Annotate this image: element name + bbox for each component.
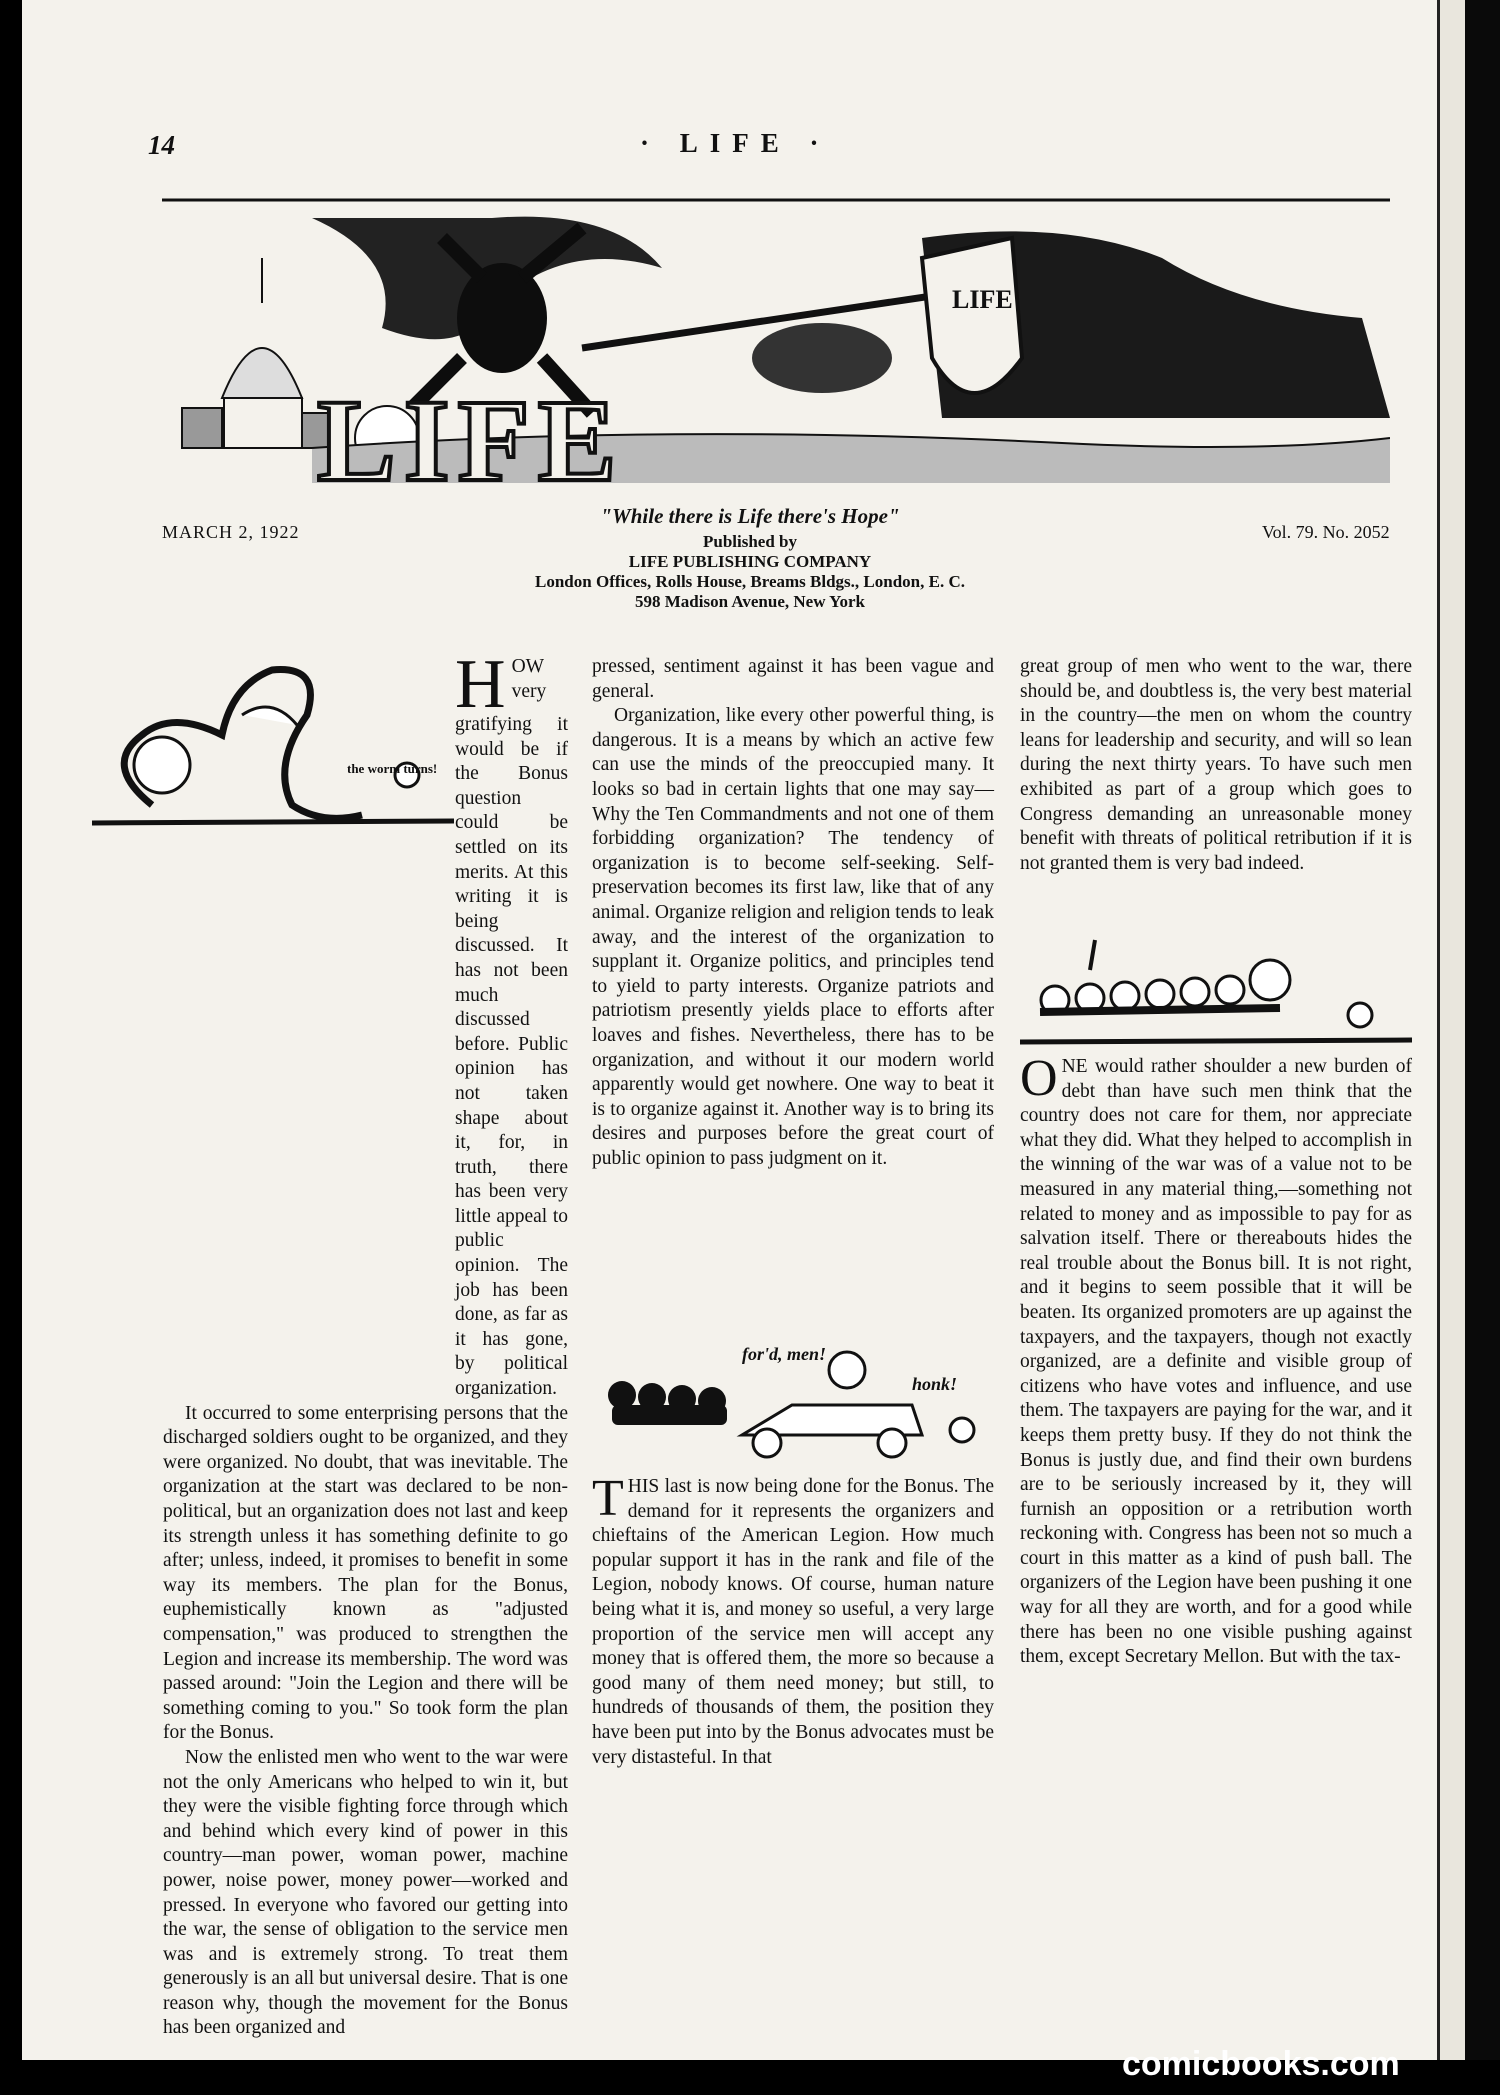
masthead (440, 506, 1060, 612)
forward-caption: for'd, men! (742, 1344, 827, 1364)
life-logo: LIFE (317, 375, 625, 483)
dropcap-t: T (592, 1470, 624, 1527)
column-2-lower (592, 1470, 994, 1770)
banner-illustration (162, 198, 1390, 483)
dropcap-o: O (1020, 1050, 1058, 1107)
running-head: · LIFE · (640, 128, 831, 158)
site-watermark: comicbooks.com (1122, 2045, 1400, 2083)
dropcap-h: H (455, 646, 506, 723)
page-number: 14 (148, 130, 175, 160)
column-2-paragraph-2: Organization, like every other powerful thing, is dangerous. It is a means by which an active few can use the minds of the preoccupied many. It looks so bad in certain lights that one may say—Why the Ten Commandments and not one of them forbidding organization? The tendency of organization is to become self-seeking. Self-preservation becomes its first law, like that of any animal. Organize religion and religion tends to leak away, and the interest of the organization to supplant it. Organize politics, and principles tend to yield to party interests. Organize patriots and patriotism presently yields place to efforts after loaves and fishes. Nevertheless, there has to be organization, and without it our modern world apparently would get nowhere. One way to beat it is to organize against it. Another way is to bring its desires and purposes before the great court of public opinion to pass judgment on it. (592, 705, 994, 1169)
worm-caption: the worm turns! (347, 761, 438, 776)
column-3 (1020, 655, 1412, 876)
column-1-paragraph-3: Now the enlisted men who went to the war were not the only Americans who helped to win it, but they were the visible fighting force through which and behind which every kind of power in this country—man power, woman power, machine power, noise power, money power—worked and pressed. In everyone who favored our getting into the war, the sense of obligation to the service men was and is extremely strong. To treat them generously is an all but universal desire. That is one reason why, though the movement for the Bonus has been organized and (163, 1746, 568, 2039)
honk-caption: honk! (912, 1374, 958, 1394)
column-2-paragraph-3 (592, 1470, 994, 1770)
column-3-lower (1020, 1050, 1412, 1670)
motto: "While there is Life there's Hope" (600, 504, 900, 528)
column-2-paragraph-1: pressed, sentiment against it has been vague and general. (592, 656, 994, 702)
london-office: London Offices, Rolls House, Breams Bldgs., London, E. C. (535, 572, 965, 591)
parade-illustration (1020, 930, 1412, 1045)
soldiers-car-illustration (592, 1335, 994, 1460)
ny-address: 598 Madison Avenue, New York (635, 592, 865, 611)
paragraph-2-text: NE would rather shoulder a new burden of debt than have such men think that the country does not care for them, nor appreciate what they did. What they helped to accomplish in the winning of the war was of a value not to be measured in any material thing,—something not related to money and as impossible to pay for as salvation itself. There or thereabouts hides the real trouble about the Bonus bill. It is not right, and it begins to seem possible that it will be beaten. Its organized promoters are up against the taxpayers, and the taxpayers, though not exactly organized, are a definite and visible group of citizens who have votes and influence, and use them. The taxpayers are paying for the war, and it keeps them pretty busy. If they do not think the Bonus is justly due, and find their own burdens are to be seriously increased by it, they will furnish an opposition or a retribution worth reckoning with. Congress has been not so much a court in this matter as a kind of push ball. The organizers of the Legion have been pushing it one way for all they are worth, and for a good while there has been no one visible pushing against them, except Secretary Mellon. But with the tax- (1020, 1056, 1412, 1668)
shield-text: LIFE (952, 285, 1013, 314)
column-3-paragraph-1: great group of men who went to the war, there should be, and doubtless is, the very best material in the country—the men on whom the country leans for leadership and security, and will so lean during the next thirty years. To have such men exhibited as part of a group which goes to Congress demanding an unreasonable money benefit with threats of political retribution if it is not granted them is very bad indeed. (1020, 656, 1412, 874)
published-by: Published by (702, 532, 797, 551)
lead-text: OW very gratifying it would be if the Bonus question could be settled on its merits. At this writing it is being discussed. It has not been much discussed before. Public opinion has not taken shape about it, for, in truth, there has been very little appeal to public opinion. The job has been done, as far as it has gone, by political organization. (455, 656, 568, 1400)
column-2 (592, 655, 994, 1171)
column-1 (163, 646, 568, 2041)
column-3-paragraph-2 (1020, 1050, 1412, 1670)
scan-border (1465, 0, 1500, 2060)
issue-date: MARCH 2, 1922 (162, 522, 300, 542)
publisher-name: LIFE PUBLISHING COMPANY (628, 552, 872, 571)
volume-number: Vol. 79. No. 2052 (1262, 522, 1390, 542)
column-1-lead (455, 646, 568, 1402)
next-page-edge (1437, 0, 1468, 2060)
paragraph-3-text: HIS last is now being done for the Bonus. The demand for it represents the organizers and chieftains of the American Legion. How much popular support it has in the rank and file of the Legion, nobody knows. Of course, human nature being what it is, and money so useful, a very large proportion of the service men will accept any money that is offered them, the more so because a good many of them need money; but still, to hundreds of thousands of them, the position they have been put into by the Bonus advocates must be very distasteful. In that (592, 1476, 994, 1768)
column-1-paragraph-2: It occurred to some enterprising persons that the discharged soldiers ought to be organized, and they were organized. No doubt, that was inevitable. The organization at the start was declared to be non-political, but an organization does not last and keep its strength unless it has something definite to go after; unless, indeed, it promises to benefit in some way its members. The plan for the Bonus, euphemistically known as "adjusted compensation," was produced to strengthen the Legion and increase its membership. The word was passed around: "Join the Legion and there will be something coming to you." So took form the plan for the Bonus. (163, 1402, 568, 1744)
